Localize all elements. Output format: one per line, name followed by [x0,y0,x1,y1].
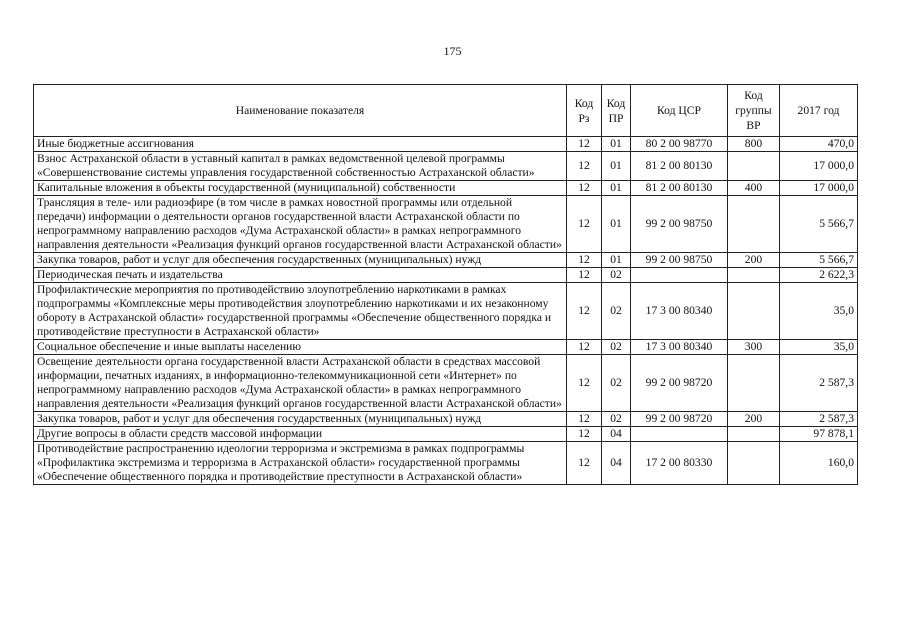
cell-vr: 800 [728,137,780,152]
cell-csr: 99 2 00 98720 [631,412,728,427]
cell-name: Социальное обеспечение и иные выплаты населению [34,340,567,355]
table-row [34,427,858,442]
header-year: 2017 год [780,85,858,137]
cell-value: 17 000,0 [780,181,858,196]
cell-vr [728,442,780,485]
table-row [34,442,858,485]
page-number: 175 [443,44,462,58]
cell-vr [728,268,780,283]
cell-pr: 02 [602,268,631,283]
header-rz: Код Рз [567,85,602,137]
cell-csr: 99 2 00 98750 [631,253,728,268]
cell-pr: 01 [602,253,631,268]
budget-table [33,84,858,485]
cell-rz: 12 [567,412,602,427]
cell-vr [728,196,780,253]
cell-name: Капитальные вложения в объекты государственной (муниципальной) собственности [34,181,567,196]
cell-csr: 81 2 00 80130 [631,152,728,181]
cell-csr: 17 3 00 80340 [631,340,728,355]
cell-name: Периодическая печать и издательства [34,268,567,283]
cell-csr [631,268,728,283]
cell-pr: 04 [602,442,631,485]
table-body [34,137,858,485]
cell-name: Другие вопросы в области средств массовой информации [34,427,567,442]
cell-pr: 01 [602,137,631,152]
cell-rz: 12 [567,137,602,152]
cell-value: 2 587,3 [780,355,858,412]
header-csr: Код ЦСР [631,85,728,137]
cell-rz: 12 [567,268,602,283]
cell-value: 2 622,3 [780,268,858,283]
cell-value: 97 878,1 [780,427,858,442]
cell-name: Профилактические мероприятия по противодействию злоупотреблению наркотиками в рамках подпрограммы «Комплексные меры противодействия злоупотреблению наркотиками и их незаконному обороту в Астраханской области» государственной программы «Обеспечение общественного порядка и противодействие преступности в Астраханской области» [34,283,567,340]
cell-csr [631,427,728,442]
cell-csr: 99 2 00 98720 [631,355,728,412]
cell-value: 160,0 [780,442,858,485]
table-row [34,355,858,412]
cell-csr: 81 2 00 80130 [631,181,728,196]
cell-rz: 12 [567,355,602,412]
cell-csr: 99 2 00 98750 [631,196,728,253]
table-row [34,412,858,427]
cell-name: Закупка товаров, работ и услуг для обеспечения государственных (муниципальных) нужд [34,253,567,268]
cell-rz: 12 [567,283,602,340]
cell-name: Закупка товаров, работ и услуг для обеспечения государственных (муниципальных) нужд [34,412,567,427]
cell-vr: 200 [728,253,780,268]
cell-csr: 17 3 00 80340 [631,283,728,340]
cell-vr: 400 [728,181,780,196]
cell-name: Иные бюджетные ассигнования [34,137,567,152]
table-row [34,268,858,283]
cell-pr: 02 [602,412,631,427]
cell-rz: 12 [567,340,602,355]
cell-vr [728,152,780,181]
table-row [34,152,858,181]
cell-vr [728,355,780,412]
cell-rz: 12 [567,253,602,268]
cell-rz: 12 [567,427,602,442]
cell-pr: 02 [602,355,631,412]
table-row [34,340,858,355]
cell-vr [728,427,780,442]
cell-value: 35,0 [780,340,858,355]
cell-value: 35,0 [780,283,858,340]
table-row [34,196,858,253]
cell-value: 470,0 [780,137,858,152]
cell-vr [728,283,780,340]
cell-pr: 02 [602,283,631,340]
header-name: Наименование показателя [34,85,567,137]
table-row [34,181,858,196]
cell-vr: 200 [728,412,780,427]
cell-pr: 01 [602,196,631,253]
cell-value: 5 566,7 [780,196,858,253]
cell-name: Освещение деятельности органа государственной власти Астраханской области в средствах массовой информации, печатных изданиях, в информационно-телекоммуникационной сети «Интернет» по непрограммному направлению расходов «Дума Астраханской области» в рамках непрограммного направления деятельности «Реализация функций органов государственной власти Астраханской области» [34,355,567,412]
cell-rz: 12 [567,152,602,181]
header-pr: Код ПР [602,85,631,137]
cell-value: 5 566,7 [780,253,858,268]
cell-csr: 80 2 00 98770 [631,137,728,152]
cell-value: 17 000,0 [780,152,858,181]
cell-name: Противодействие распространению идеологии терроризма и экстремизма в рамках подпрограммы «Профилактика экстремизма и терроризма в Астраханской области» государственной программы «Обеспечение общественного порядка и противодействие преступности в Астраханской области» [34,442,567,485]
cell-rz: 12 [567,442,602,485]
cell-rz: 12 [567,196,602,253]
cell-pr: 01 [602,181,631,196]
table-header-row [34,85,858,137]
table-row [34,253,858,268]
cell-vr: 300 [728,340,780,355]
cell-pr: 02 [602,340,631,355]
table-row [34,137,858,152]
cell-value: 2 587,3 [780,412,858,427]
cell-name: Взнос Астраханской области в уставный капитал в рамках ведомственной целевой программы «Совершенствование системы управления государственной собственностью Астраханской области» [34,152,567,181]
cell-pr: 01 [602,152,631,181]
cell-name: Трансляция в теле- или радиоэфире (в том числе в рамках новостной программы или отдельной передачи) информации о деятельности органов государственной власти Астраханской области по непрограммному направлению расходов «Дума Астраханской области» в рамках непрограммного направления деятельности «Реализация функций органов государственной власти Астраханской области» [34,196,567,253]
header-vr: Код группы ВР [728,85,780,137]
cell-pr: 04 [602,427,631,442]
table-row [34,283,858,340]
cell-rz: 12 [567,181,602,196]
cell-csr: 17 2 00 80330 [631,442,728,485]
